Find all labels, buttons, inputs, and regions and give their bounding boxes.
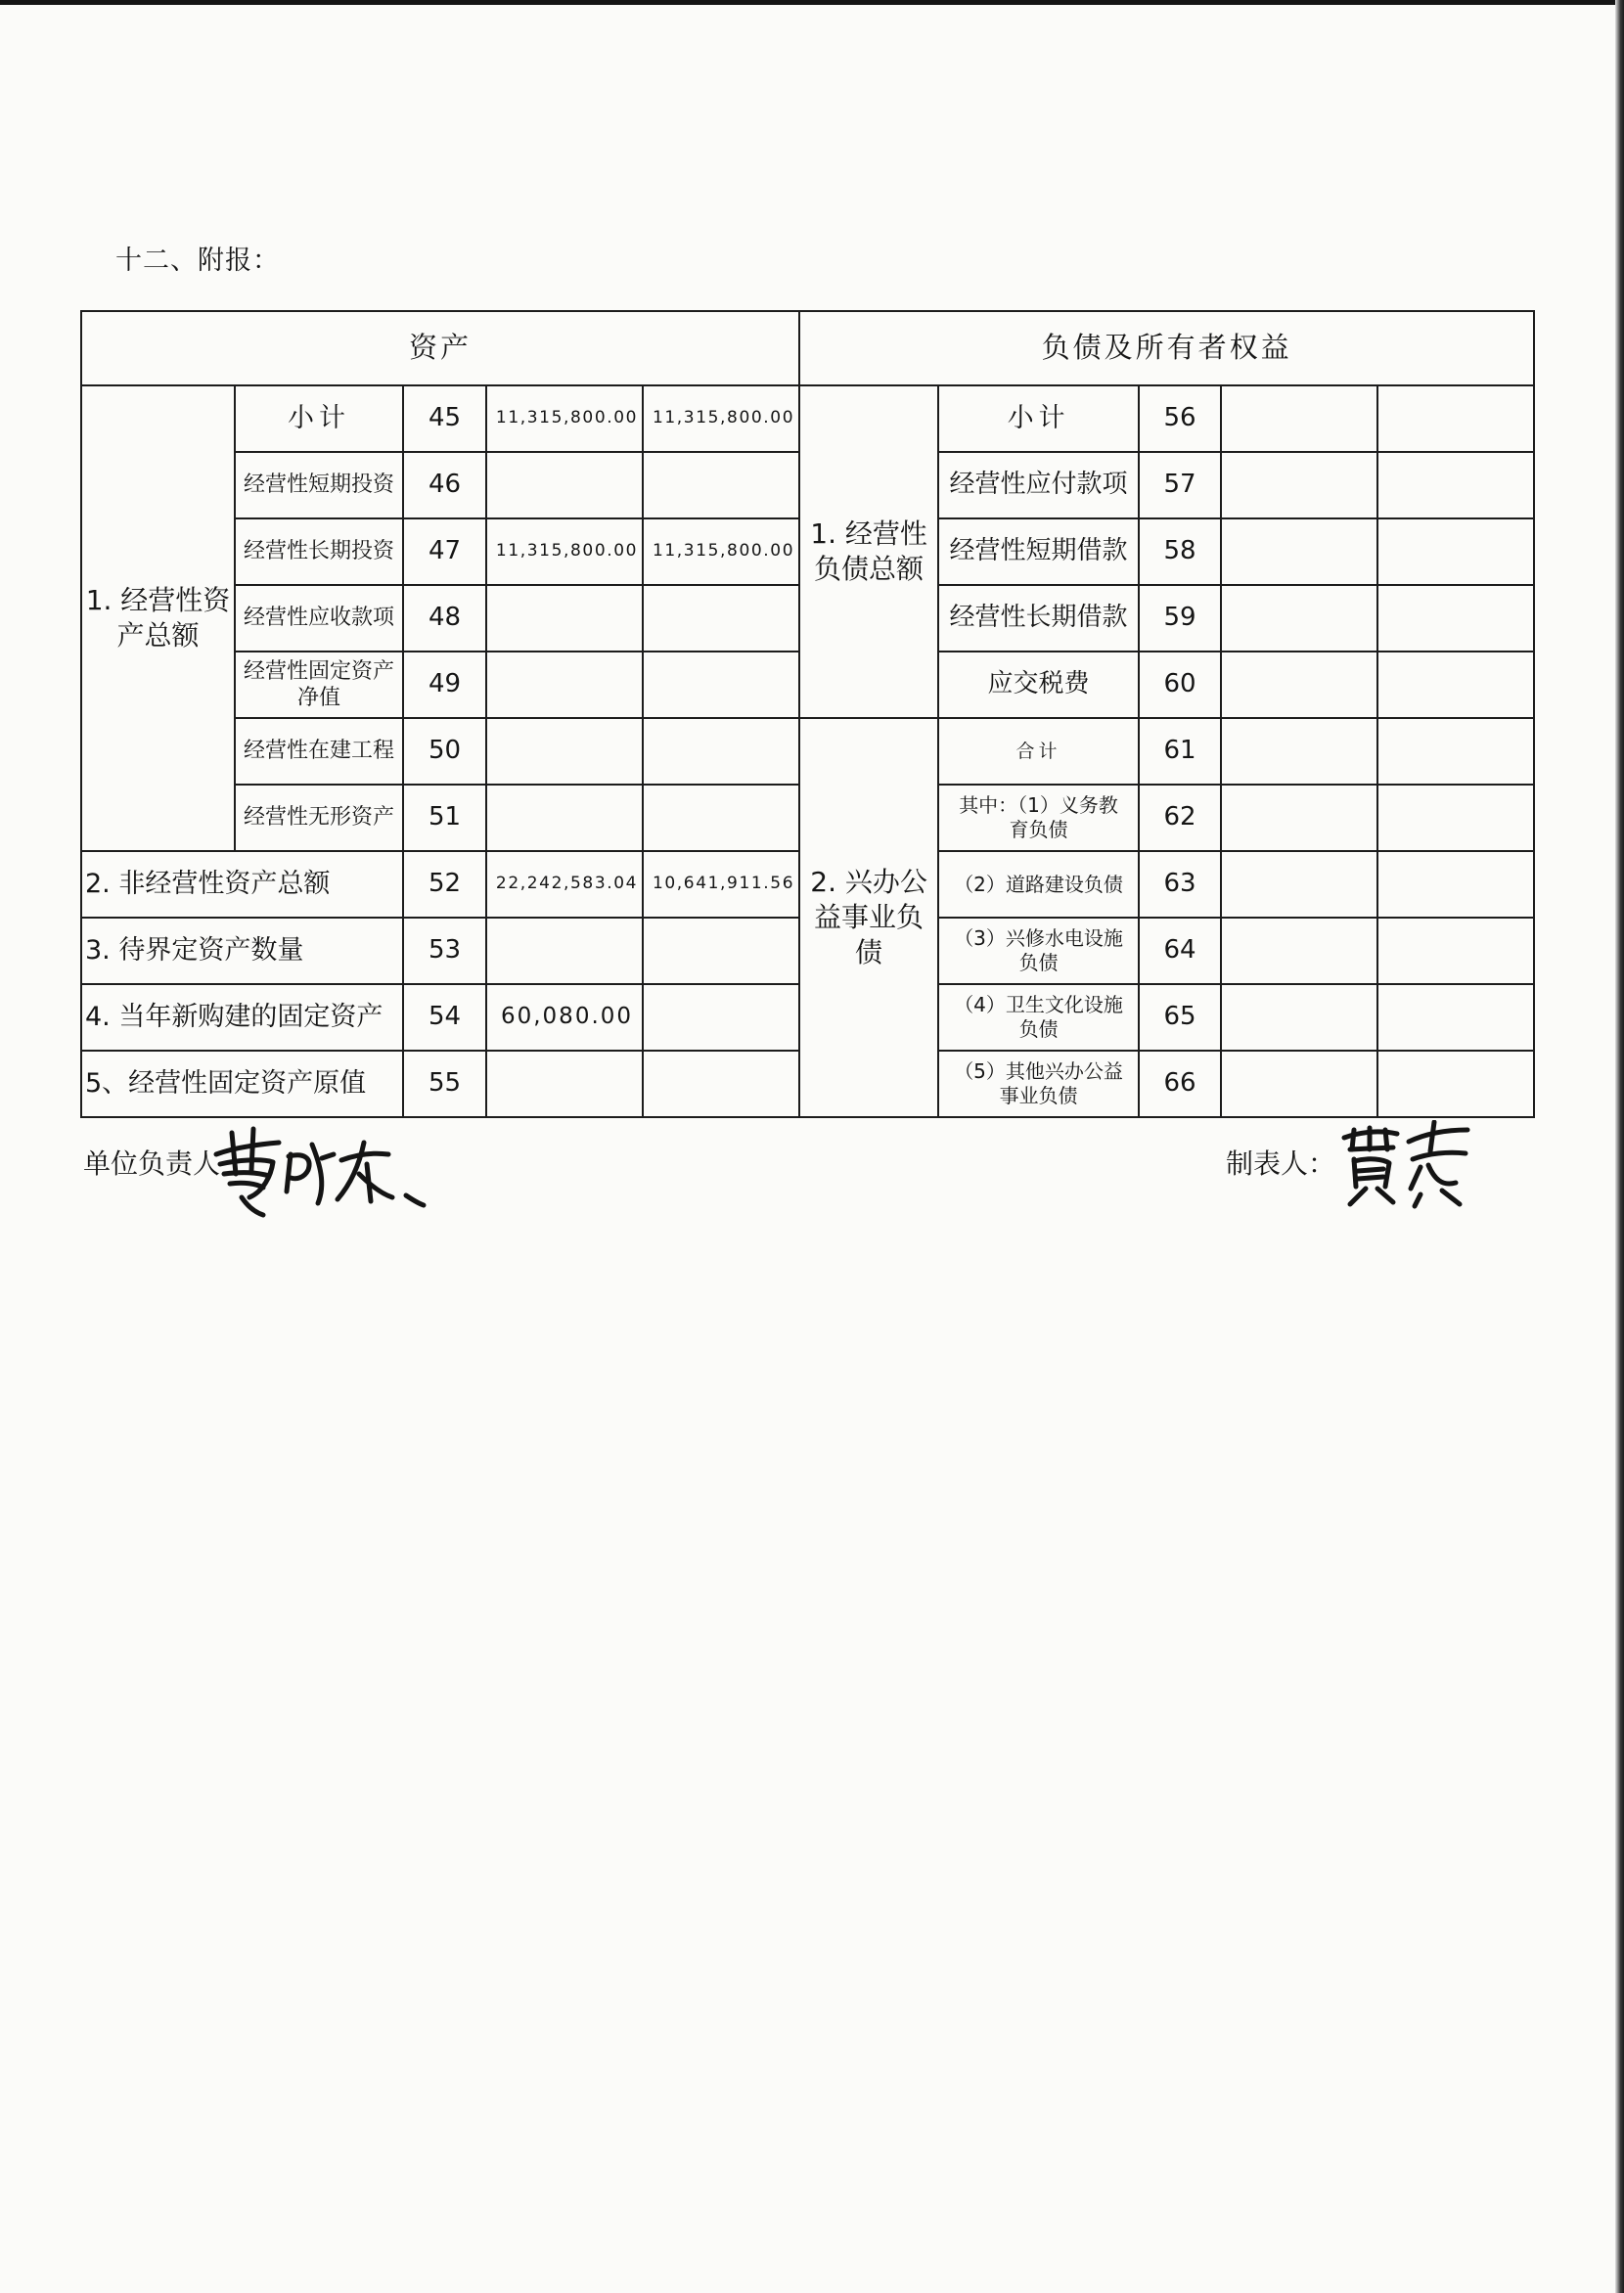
asset-item-cell	[235, 452, 403, 518]
liability-item-label: 经营性短期借款	[938, 518, 1139, 585]
asset-value-1: 11,315,800.00	[486, 385, 643, 452]
liability-row-number: 58	[1139, 518, 1221, 585]
asset-value-2: 11,315,800.00	[643, 518, 799, 585]
asset-value-2	[643, 785, 799, 851]
liability-item-label: （2）道路建设负债	[954, 872, 1123, 896]
liability-value-1	[1221, 984, 1377, 1051]
asset-item-label: 经营性固定资产净值	[243, 658, 394, 710]
liability-value-1	[1221, 652, 1377, 718]
liability-item-label: 小计	[938, 385, 1139, 452]
asset-value-2	[643, 652, 799, 718]
liability-value-1	[1221, 718, 1377, 785]
asset-item-label: 5、经营性固定资产原值	[81, 1051, 403, 1117]
asset-value-1	[486, 718, 643, 785]
asset-row-number: 55	[403, 1051, 486, 1117]
operating-liabilities-group-label: 1. 经营性负债总额	[810, 517, 927, 585]
section-title: 十二、附报：	[115, 246, 280, 276]
liability-item-cell	[938, 1051, 1139, 1117]
unit-head-label: 单位负责人	[83, 1147, 221, 1180]
asset-row-number: 49	[403, 652, 486, 718]
table-row	[81, 718, 1534, 785]
asset-value-1	[486, 585, 643, 652]
scan-edge-top	[0, 0, 1624, 5]
liability-value-2	[1377, 918, 1534, 984]
asset-row-number: 46	[403, 452, 486, 518]
asset-value-1	[486, 918, 643, 984]
liability-item-label: 合计	[938, 718, 1139, 785]
asset-value-1: 60,080.00	[486, 984, 643, 1051]
liability-row-number: 59	[1139, 585, 1221, 652]
asset-value-2	[643, 718, 799, 785]
liability-value-2	[1377, 385, 1534, 452]
asset-item-cell	[235, 518, 403, 585]
liability-item-label: 其中：（1）义务教育负债	[959, 793, 1118, 841]
unit-head-signature	[203, 1115, 428, 1218]
asset-row-number: 54	[403, 984, 486, 1051]
asset-value-1	[486, 785, 643, 851]
public-liabilities-group-label: 2. 兴办公益事业负债	[810, 866, 927, 968]
preparer-signature	[1332, 1120, 1474, 1213]
asset-value-2	[643, 984, 799, 1051]
asset-item-cell	[235, 718, 403, 785]
liability-value-2	[1377, 718, 1534, 785]
asset-row-number: 50	[403, 718, 486, 785]
liability-value-1	[1221, 918, 1377, 984]
liability-row-number: 57	[1139, 452, 1221, 518]
asset-item-label: 4. 当年新购建的固定资产	[81, 984, 403, 1051]
liability-item-label: 经营性长期借款	[938, 585, 1139, 652]
asset-item-cell	[235, 585, 403, 652]
liability-row-number: 56	[1139, 385, 1221, 452]
liability-item-label: 应交税费	[938, 652, 1139, 718]
operating-assets-group-cell	[81, 385, 235, 851]
asset-value-1: 22,242,583.04	[486, 851, 643, 918]
liability-value-1	[1221, 452, 1377, 518]
liability-item-cell	[938, 918, 1139, 984]
asset-value-1	[486, 452, 643, 518]
liability-row-number: 65	[1139, 984, 1221, 1051]
asset-item-label: 经营性应收款项	[243, 606, 394, 631]
public-liabilities-group-cell	[799, 718, 938, 1117]
asset-value-1	[486, 652, 643, 718]
liability-value-2	[1377, 518, 1534, 585]
liability-value-2	[1377, 1051, 1534, 1117]
liability-value-2	[1377, 652, 1534, 718]
liability-value-2	[1377, 452, 1534, 518]
asset-value-2	[643, 585, 799, 652]
asset-value-2: 11,315,800.00	[643, 385, 799, 452]
liability-item-label: （4）卫生文化设施负债	[954, 993, 1123, 1041]
asset-item-label: 小计	[235, 385, 403, 452]
asset-row-number: 47	[403, 518, 486, 585]
liability-item-label: 经营性应付款项	[938, 452, 1139, 518]
operating-assets-group-label: 1. 经营性资产总额	[85, 584, 231, 652]
liability-row-number: 62	[1139, 785, 1221, 851]
preparer-label: 制表人：	[1226, 1147, 1336, 1180]
table-header-row	[81, 311, 1534, 385]
liability-value-1	[1221, 1051, 1377, 1117]
asset-value-2: 10,641,911.56	[643, 851, 799, 918]
liability-item-label: （5）其他兴办公益事业负债	[954, 1059, 1123, 1107]
asset-item-label: 3. 待界定资产数量	[81, 918, 403, 984]
liability-item-cell	[938, 785, 1139, 851]
liability-value-1	[1221, 585, 1377, 652]
liability-value-2	[1377, 851, 1534, 918]
asset-item-label: 经营性短期投资	[243, 472, 394, 498]
liability-item-cell	[938, 984, 1139, 1051]
asset-row-number: 53	[403, 918, 486, 984]
asset-item-cell	[235, 652, 403, 718]
liability-value-2	[1377, 785, 1534, 851]
asset-row-number: 51	[403, 785, 486, 851]
asset-row-number: 45	[403, 385, 486, 452]
liability-row-number: 64	[1139, 918, 1221, 984]
liabilities-header: 负债及所有者权益	[799, 311, 1534, 385]
liability-row-number: 66	[1139, 1051, 1221, 1117]
liability-item-label: （3）兴修水电设施负债	[954, 926, 1123, 974]
asset-item-label: 2. 非经营性资产总额	[81, 851, 403, 918]
asset-value-2	[643, 918, 799, 984]
operating-liabilities-group-cell	[799, 385, 938, 718]
asset-item-label: 经营性在建工程	[243, 739, 394, 764]
scan-edge-right	[1615, 0, 1624, 2293]
liability-row-number: 60	[1139, 652, 1221, 718]
liability-row-number: 61	[1139, 718, 1221, 785]
liability-item-cell	[938, 851, 1139, 918]
table-row	[81, 385, 1534, 452]
liability-value-1	[1221, 385, 1377, 452]
asset-row-number: 52	[403, 851, 486, 918]
liability-value-1	[1221, 785, 1377, 851]
liability-row-number: 63	[1139, 851, 1221, 918]
asset-value-2	[643, 452, 799, 518]
asset-item-label: 经营性长期投资	[243, 539, 394, 564]
asset-value-2	[643, 1051, 799, 1117]
asset-value-1: 11,315,800.00	[486, 518, 643, 585]
assets-header: 资产	[81, 311, 799, 385]
liability-value-1	[1221, 518, 1377, 585]
asset-value-1	[486, 1051, 643, 1117]
supplementary-report-table	[80, 310, 1535, 1118]
asset-row-number: 48	[403, 585, 486, 652]
asset-item-label: 经营性无形资产	[243, 805, 394, 831]
liability-value-2	[1377, 984, 1534, 1051]
liability-value-2	[1377, 585, 1534, 652]
liability-value-1	[1221, 851, 1377, 918]
asset-item-cell	[235, 785, 403, 851]
